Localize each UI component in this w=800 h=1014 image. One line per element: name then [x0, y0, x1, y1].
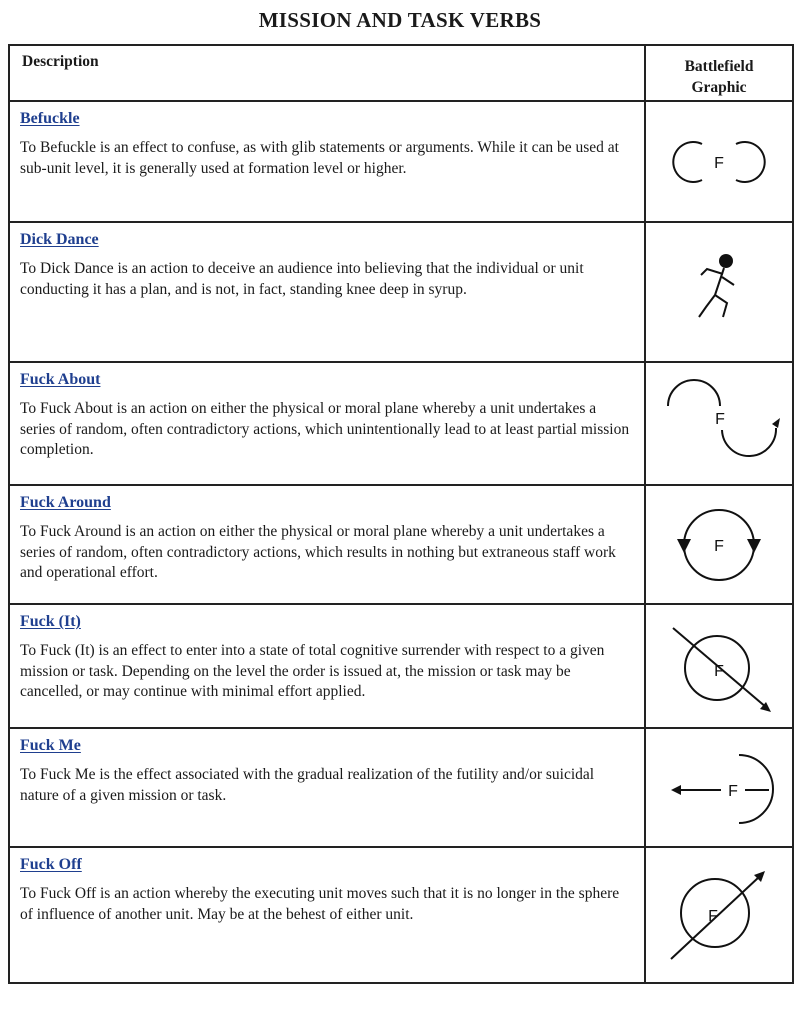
table-row	[9, 222, 793, 362]
table-row	[9, 604, 793, 728]
graphic-cell	[645, 222, 793, 362]
description-cell	[9, 604, 645, 728]
page-title: MISSION AND TASK VERBS	[258, 8, 542, 32]
header-battlefield-graphic	[645, 45, 793, 101]
verb-description: To Fuck Around is an action on either the physical or moral plane whereby a unit undertakes a series of random, often contradictory actions, which results in nothing but extraneous staff work and operational effort.	[20, 523, 616, 581]
verb-description: To Dick Dance is an action to deceive an audience into believing that the individual or unit conducting it has a plan, and is not, in fact, standing knee deep in syrup.	[20, 260, 584, 298]
verb-name-dick-dance: Dick Dance	[20, 231, 99, 248]
graphic-glyph: F	[728, 782, 738, 800]
description-cell	[9, 847, 645, 983]
header-graphic-line1: Battlefield	[684, 58, 754, 75]
befuckle-graphic-icon	[659, 127, 779, 197]
graphic-cell	[645, 362, 793, 485]
graphic-cell	[645, 604, 793, 728]
header-description: Description	[9, 45, 645, 101]
header-graphic-line2: Graphic	[691, 79, 747, 96]
table-row	[9, 362, 793, 485]
table-row	[9, 485, 793, 604]
dancing-stick-figure-icon	[679, 247, 759, 337]
graphic-glyph: F	[708, 908, 718, 925]
table-row	[9, 101, 793, 222]
graphic-cell	[645, 485, 793, 604]
verb-description: To Befuckle is an effect to confuse, as with glib statements or arguments. While it can be used at sub-unit level, it is generally used at formation level or higher.	[20, 139, 619, 177]
description-cell	[9, 362, 645, 485]
verb-name-fuck-about: Fuck About	[20, 371, 101, 388]
graphic-cell	[645, 101, 793, 222]
verb-description: To Fuck About is an action on either the physical or moral plane whereby a unit undertakes a series of random, often contradictory actions, which unintentionally lead to at least partial mission completion.	[20, 400, 630, 458]
verb-description: To Fuck Me is the effect associated with the gradual realization of the futility and/or suicidal nature of a given mission or task.	[20, 766, 595, 804]
graphic-glyph: F	[715, 411, 725, 428]
fuck-around-graphic-icon	[664, 497, 774, 592]
description-cell	[9, 222, 645, 362]
verb-name-fuck-me: Fuck Me	[20, 737, 81, 754]
verb-name-fuck-off: Fuck Off	[20, 856, 82, 873]
description-cell	[9, 101, 645, 222]
header-row	[9, 45, 793, 101]
verb-description: To Fuck (It) is an effect to enter into a state of total cognitive surrender with respect to a given mission or task. Depending on the level the order is issued at, the mission or task may be cancelled, or may continue with minimal effort applied.	[20, 642, 605, 700]
verb-table	[8, 44, 794, 984]
table-row	[9, 728, 793, 847]
description-cell	[9, 728, 645, 847]
verb-description: To Fuck Off is an action whereby the executing unit moves such that it is no longer in the sphere of influence of another unit. May be at the behest of either unit.	[20, 885, 620, 923]
fuck-me-graphic-icon	[659, 743, 779, 833]
verb-name-fuck-it: Fuck (It)	[20, 613, 81, 630]
graphic-glyph: F	[714, 663, 724, 680]
graphic-glyph: F	[714, 154, 724, 172]
graphic-cell	[645, 728, 793, 847]
fuck-about-graphic-icon	[654, 376, 784, 471]
fuck-it-graphic-icon	[659, 616, 779, 716]
table-row	[9, 847, 793, 983]
fuck-off-graphic-icon	[659, 863, 779, 967]
graphic-cell	[645, 847, 793, 983]
graphic-glyph: F	[714, 538, 724, 555]
description-cell	[9, 485, 645, 604]
verb-name-fuck-around: Fuck Around	[20, 494, 111, 511]
verb-name-befuckle: Befuckle	[20, 110, 80, 127]
